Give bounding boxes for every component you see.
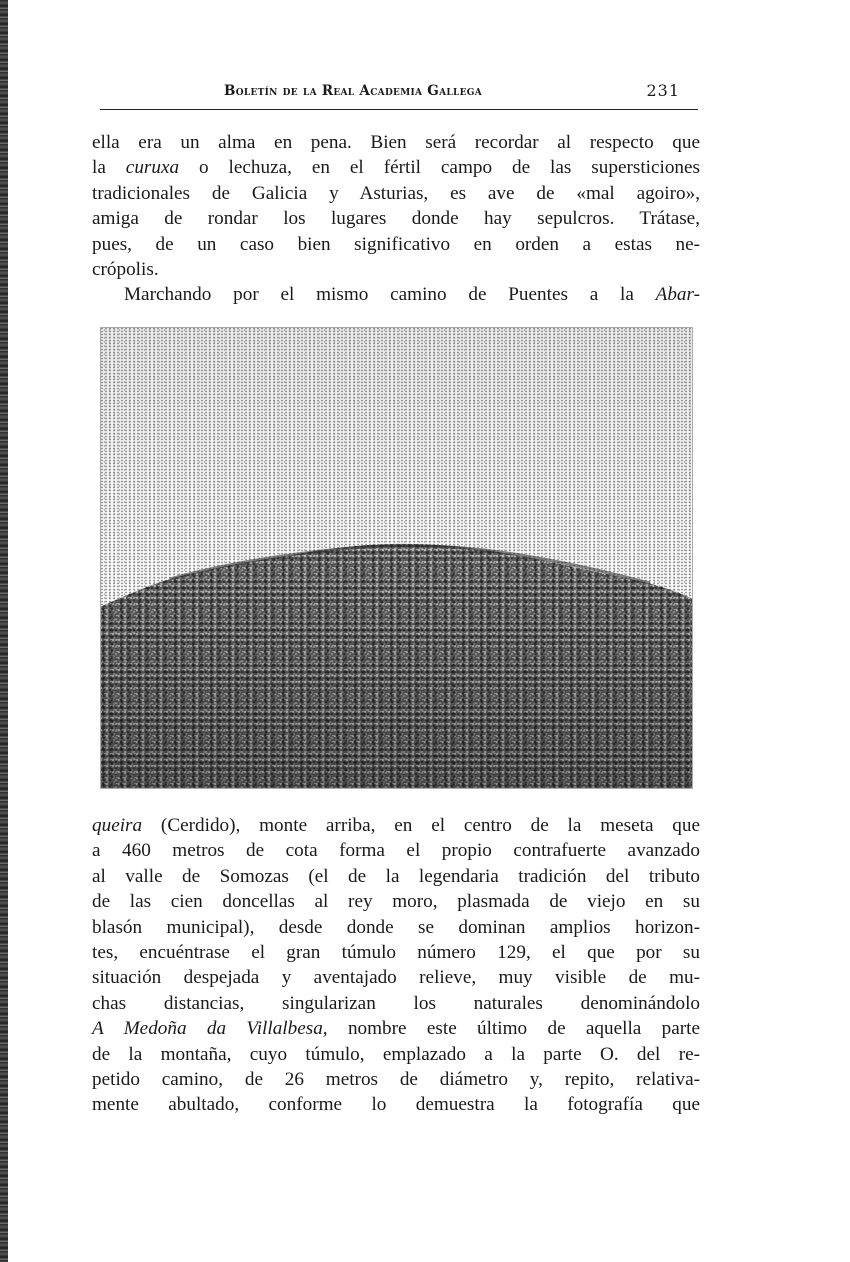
running-title: Boletín de la Real Academia Gallega [224,83,483,99]
text-run: Marchando por el mismo camino de Puentes a la [124,284,656,306]
text-line: chas distancias, singularizan los naturales denominándolo [92,992,700,1014]
text-run: la [92,157,126,179]
text-line [92,282,700,307]
text-line: ella era un alma en pena. Bien será recordar al respecto que [92,132,700,153]
header-rule [100,109,698,110]
paragraph-1 [92,130,700,282]
text-line: de las cien doncellas al rey moro, plasmada de viejo en su [92,891,700,913]
text-line: situación despejada y aventajado relieve, muy visible de mu- [92,967,700,989]
mound-photograph [100,327,693,789]
paragraph-2 [92,282,700,307]
text-line: blasón municipal), desde donde se dominan amplios horizon- [92,916,700,938]
mound-svg [100,327,693,789]
page-binding-edge [0,0,8,1262]
page-number: 231 [646,81,680,100]
text-line: crópolis. [92,259,159,281]
italic-term: curuxa [125,157,180,179]
paragraph-2-continued [92,813,700,1118]
text-line: petido camino, de 26 metros de diámetro y, repito, relativa- [92,1069,700,1091]
text-line: pues, de un caso bien significativo en orden a estas ne- [92,233,700,255]
text-line [92,813,700,838]
text-line: a 460 metros de cota forma el propio contrafuerte avanzado [92,840,700,862]
text-line: tes, encuéntrase el gran túmulo número 129, el que por su [92,942,700,964]
text-run: (Cerdido), monte arriba, en el centro de la meseta que [142,815,700,836]
italic-term: queira [92,815,143,836]
italic-term: Abar- [655,284,700,306]
text-line: tradicionales de Galicia y Asturias, es ave de «mal agoiro», [92,182,700,204]
text-line: de la montaña, cuyo túmulo, emplazado a la parte O. del re- [92,1043,700,1065]
bottom-text-block [92,813,700,1118]
top-text-block [92,130,700,308]
text-line [92,155,700,180]
text-line [92,1016,700,1041]
italic-term: A Medoña da Villalbesa, [92,1018,328,1040]
text-line: al valle de Somozas (el de la legendaria tradición del tributo [92,865,700,887]
text-run: nombre este último de aquella parte [327,1018,700,1040]
text-line: amiga de rondar los lugares donde hay sepulcros. Trátase, [92,208,700,230]
text-run: o lechuza, en el fértil campo de las supersticiones [179,157,700,179]
page-header [100,78,698,108]
text-line: mente abultado, conforme lo demuestra la fotografía que [92,1094,700,1116]
